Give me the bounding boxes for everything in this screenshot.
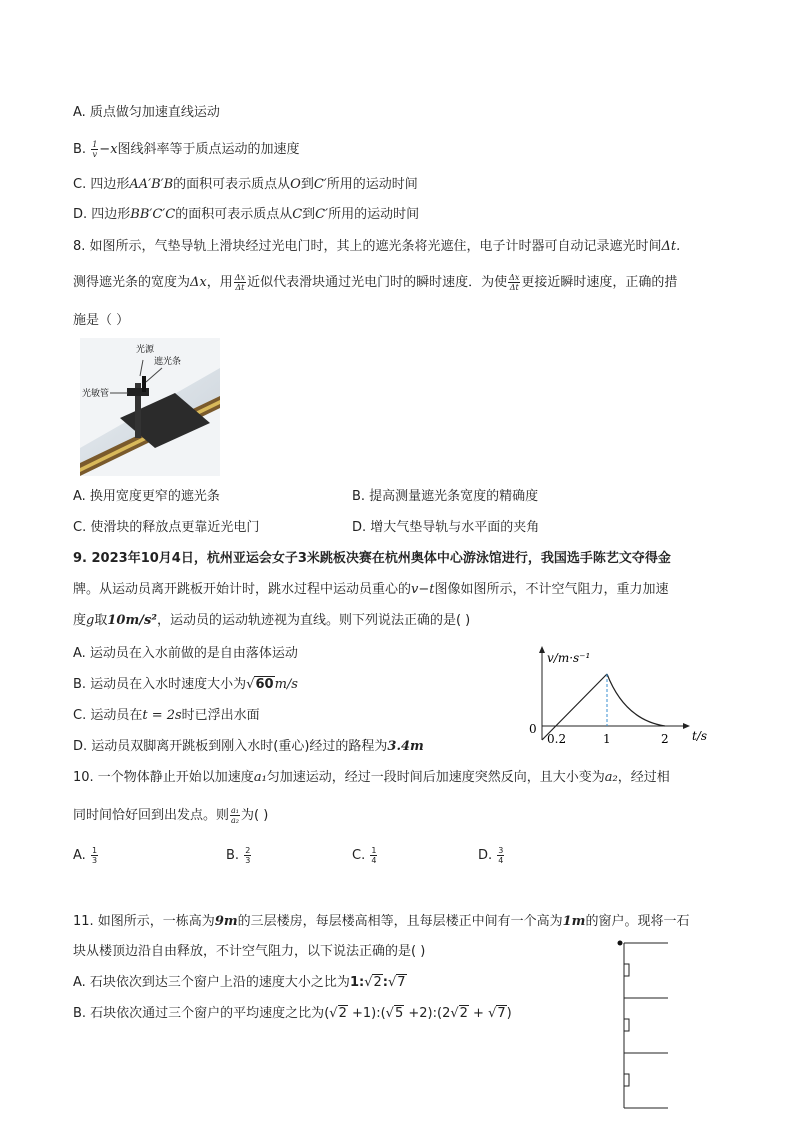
paren-close: ): [506, 1006, 512, 1021]
sqrt-7: 7: [397, 975, 406, 990]
frac-den: 4: [498, 856, 504, 865]
option-label: B.: [226, 848, 244, 863]
q10-line2-b: 为( ): [241, 808, 269, 823]
frac-num: 1: [371, 846, 377, 855]
q10-line1-a: 10. 一个物体静止开始以加速度: [73, 770, 254, 785]
option-d-pre: D. 四边形: [73, 207, 131, 222]
unit-ms: m/s: [274, 677, 298, 692]
frac-num: 1: [91, 846, 98, 855]
var-a2: a₂: [604, 770, 618, 785]
q11-option-b: [73, 1005, 512, 1023]
window-1: [624, 964, 629, 976]
air-track-photo: [80, 338, 220, 476]
tick-label-0-2: 0.2: [547, 732, 567, 746]
q7-option-b-label: B.: [73, 142, 91, 157]
q10-fraction: [230, 806, 240, 825]
q8-option-d: D. 增大气垫导轨与水平面的夹角: [352, 520, 540, 535]
q9-option-d: [73, 738, 424, 756]
q10-option-b: [226, 846, 252, 865]
sqrt-sign: √: [246, 677, 255, 692]
option-fraction: [91, 846, 98, 865]
q8-option-c: C. 使滑块的释放点更靠近光电门: [73, 520, 260, 535]
x-axis-label: t/s: [692, 729, 708, 743]
var-a1: a₁: [253, 770, 267, 785]
q8-line1-text: 8. 如图所示，气垫导轨上滑块经过光电门时，其上的遮光条将光遮住，电子计时器可自动记录遮光时间: [73, 239, 662, 254]
delta-x: Δx: [190, 275, 207, 290]
window-3: [624, 1074, 629, 1086]
q9-stem-line3: [73, 612, 470, 630]
q11-line1-b: 的三层楼房，每层楼高相等，且每层楼正中间有一个高为: [237, 914, 563, 929]
window-height: 1m: [562, 914, 586, 929]
q8-fraction-2: [508, 273, 520, 292]
q11-option-a-text: A. 石块依次到达三个窗户上沿的速度大小之比为: [73, 975, 350, 990]
q10-option-d: [478, 846, 505, 865]
frac-num: 1: [92, 140, 98, 149]
frac-den: v: [92, 150, 97, 159]
q9-stem-line1: [73, 550, 671, 568]
sqrt-sign: √: [488, 1006, 497, 1021]
q9-line3-b: 取: [94, 613, 108, 628]
sqrt-value: 60: [255, 677, 274, 692]
frac-den: 3: [91, 856, 98, 865]
photo-label-photosensor: 光敏管: [82, 389, 110, 399]
frac-den: 3: [245, 856, 251, 865]
sqrt-sign: √: [329, 1006, 338, 1021]
q7-option-a: A. 质点做匀加速直线运动: [73, 105, 220, 120]
tick-label-1: 1: [603, 732, 611, 746]
q8-stem-line3: 施是（ ）: [73, 313, 130, 328]
g-value: 10m/s²: [107, 613, 157, 628]
q10-line1-c: ，经过相: [617, 770, 670, 785]
q9-option-d-a: D. 运动员双脚离开跳板到刚入水时(重心)经过的路程为: [73, 739, 388, 754]
frac-num: Δx: [509, 273, 520, 282]
delta-t: Δt.: [661, 239, 681, 254]
q7-option-b: [73, 140, 300, 159]
option-fraction: [370, 846, 377, 865]
q9-line2-b: 图像如图所示，不计空气阻力，重力加速: [434, 582, 669, 597]
y-axis-label: v/m·s⁻¹: [547, 651, 591, 665]
q7-option-b-text: 图线斜率等于质点运动的加速度: [117, 142, 300, 157]
plus-2: +2):(2: [404, 1006, 451, 1021]
sqrt-7: 7: [497, 1006, 506, 1021]
q10-option-c: [352, 846, 378, 865]
t-equals: t = 2s: [142, 708, 182, 723]
frac-num: a₁: [231, 806, 239, 815]
q9-line3-c: ，运动员的运动轨迹视为直线。则下列说法正确的是( ): [156, 613, 471, 628]
to-word: 到: [302, 207, 316, 222]
quad-bbcc: BB′C′C: [130, 207, 176, 222]
sqrt-sign: √: [385, 1006, 394, 1021]
point-c-prime: C′: [315, 207, 329, 222]
plus-1: +1):(: [347, 1006, 386, 1021]
q11-option-b-text: B. 石块依次通过三个窗户的平均速度之比为: [73, 1006, 325, 1021]
option-c-end: 所用的运动时间: [326, 177, 418, 192]
option-d-mid: 的面积可表示质点从: [175, 207, 293, 222]
sqrt-2: 2: [338, 1006, 347, 1021]
point-c: C: [292, 207, 303, 222]
q9-stem-line2: [73, 581, 669, 599]
vt-graph: [525, 640, 725, 750]
q9-line1-text: 9. 2023年10月4日，杭州亚运会女子3米跳板决赛在杭州奥体中心游泳馆进行，我国选手陈艺文夺得金: [73, 551, 671, 566]
tick-label-2: 2: [661, 732, 669, 746]
option-d-end: 所用的运动时间: [328, 207, 420, 222]
q8-line2-b: ，用: [206, 275, 233, 290]
colon: :: [382, 975, 388, 990]
q8-stem-line2: [73, 273, 677, 292]
q11-stem-line2: 块从楼顶边沿自由释放，不计空气阻力，以下说法正确的是( ): [73, 944, 426, 959]
q8-fraction-1: [234, 273, 246, 292]
q10-option-a: [73, 846, 99, 865]
frac-num: Δx: [234, 273, 246, 282]
x-axis-arrow: [683, 723, 690, 729]
to-word: 到: [300, 177, 314, 192]
y-axis-arrow: [539, 646, 545, 653]
photo-label-shading-strip: 遮光条: [154, 357, 182, 367]
path-length: 3.4m: [387, 739, 424, 754]
q7-option-b-fraction: [91, 140, 98, 159]
option-c-mid: 的面积可表示质点从: [173, 177, 291, 192]
q11-line1-c: 的窗户。现将一石: [585, 914, 690, 929]
sqrt-5: 5: [394, 1006, 404, 1021]
q11-stem-line1: [73, 913, 689, 931]
origin-label: 0: [529, 722, 537, 736]
frac-den: a₂: [231, 816, 239, 825]
window-2: [624, 1019, 629, 1031]
q8-line2-d: 更接近瞬时速度，正确的措: [521, 275, 678, 290]
var-g: g: [86, 613, 95, 628]
q9-option-c-a: C. 运动员在: [73, 708, 143, 723]
frac-den: Δt: [509, 283, 519, 292]
q9-option-c-b: 时已浮出水面: [181, 708, 260, 723]
option-label: C.: [352, 848, 370, 863]
sqrt-sign: √: [450, 1006, 459, 1021]
option-fraction: [244, 846, 251, 865]
photo-label-light-source: 光源: [136, 345, 155, 355]
ratio-1: 1: [349, 975, 359, 990]
q8-option-a: A. 换用宽度更窄的遮光条: [73, 489, 220, 504]
sqrt-sign: √: [364, 975, 373, 990]
point-c-prime: C′: [313, 177, 327, 192]
vt-line-rise: [542, 674, 607, 740]
vt-curve-decay: [607, 674, 665, 726]
q9-option-b: [73, 676, 298, 694]
building-height: 9m: [214, 914, 238, 929]
q9-line2-a: 牌。从运动员离开跳板开始计时，跳水过程中运动员重心的: [73, 582, 412, 597]
plus: +: [468, 1006, 489, 1021]
q9-option-a: A. 运动员在入水前做的是自由落体运动: [73, 646, 298, 661]
option-fraction: [497, 846, 504, 865]
q10-line1-b: 匀加速运动，经过一段时间后加速度突然反向，且大小变为: [266, 770, 605, 785]
sqrt-2b: 2: [459, 1006, 468, 1021]
frac-num: 3: [498, 846, 504, 855]
frac-den: Δt: [235, 283, 245, 292]
q11-option-a: [73, 974, 407, 992]
shading-strip: [142, 376, 146, 392]
q10-stem-line1: [73, 769, 670, 787]
v-t: v−t: [411, 582, 435, 597]
paren: (: [324, 1006, 330, 1021]
q7-option-d: [73, 206, 419, 224]
q8-stem-line1: [73, 238, 680, 256]
quad-aabb: AA′B′B: [129, 177, 174, 192]
sqrt-sign: √: [387, 975, 397, 990]
stone-dot: [618, 941, 623, 946]
q11-line1-a: 11. 如图所示，一栋高为: [73, 914, 215, 929]
colon: :: [358, 975, 365, 990]
sqrt-2: 2: [373, 975, 382, 990]
option-label: A.: [73, 848, 90, 863]
frac-num: 2: [245, 846, 251, 855]
var-x: x: [110, 142, 118, 157]
q10-line2-a: 同时间恰好回到出发点。则: [73, 808, 230, 823]
frac-den: 4: [371, 856, 377, 865]
option-c-pre: C. 四边形: [73, 177, 130, 192]
q9-line3-a: 度: [73, 613, 87, 628]
q9-option-c: [73, 707, 260, 725]
q10-stem-line2: [73, 806, 268, 825]
q8-line2-a: 测得遮光条的宽度为: [73, 275, 191, 290]
q8-line2-c: 近似代表滑块通过光电门时的瞬时速度．为使: [247, 275, 508, 290]
q9-option-b-text: B. 运动员在入水时速度大小为: [73, 677, 247, 692]
option-label: D.: [478, 848, 497, 863]
q7-option-c: [73, 176, 418, 194]
point-o: O: [290, 177, 301, 192]
minus-sign: −: [99, 142, 111, 157]
building-diagram: [612, 936, 676, 1112]
q8-option-b: B. 提高测量遮光条宽度的精确度: [352, 489, 539, 504]
